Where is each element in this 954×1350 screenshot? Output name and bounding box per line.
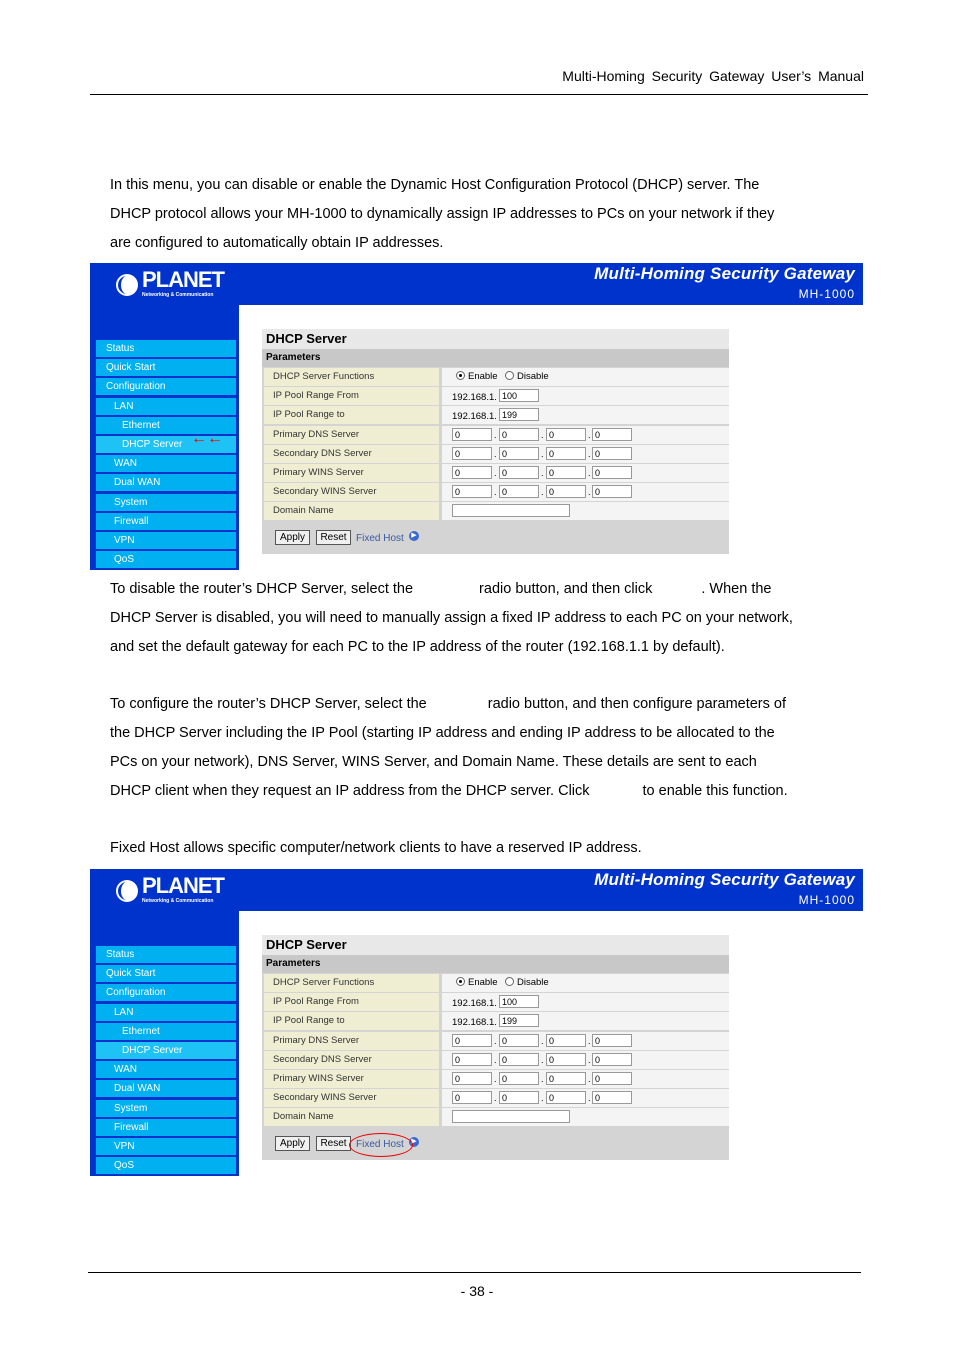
nav-item[interactable]: Status	[96, 340, 236, 357]
param-value	[442, 1032, 729, 1050]
fixed-host-paragraph	[110, 834, 870, 863]
product-model: MH-1000	[798, 893, 855, 907]
param-value	[442, 1012, 729, 1030]
enable-label: Enable	[468, 977, 498, 988]
brand-name: PLANET	[142, 873, 224, 898]
octet-dot: .	[541, 1093, 544, 1104]
param-value	[442, 1108, 729, 1126]
disable-radio[interactable]	[505, 977, 514, 986]
planet-logo-icon	[114, 878, 140, 904]
octet-input[interactable]: 0	[499, 428, 539, 441]
octet-dot: .	[541, 448, 544, 459]
product-title: Multi-Homing Security Gateway	[594, 264, 855, 283]
octet-dot: .	[494, 1074, 497, 1084]
text: the DHCP Server including the IP Pool (starting IP address and ending IP address to be allocated to the	[110, 725, 775, 741]
param-value	[442, 974, 729, 992]
product-banner	[90, 869, 863, 911]
param-row	[262, 368, 729, 387]
param-label: IP Pool Range to	[264, 1012, 439, 1030]
param-label: Primary WINS Server	[264, 1070, 439, 1088]
octet-input[interactable]: 0	[452, 1053, 492, 1066]
pool-input[interactable]: 100	[499, 995, 539, 1008]
param-label: IP Pool Range From	[264, 993, 439, 1011]
param-row	[262, 1070, 729, 1089]
param-value	[442, 406, 729, 424]
nav-item[interactable]: Dual WAN	[96, 474, 236, 491]
brand-subtitle: Networking & Communication	[142, 898, 214, 904]
param-value	[442, 1051, 729, 1069]
text: To disable the router’s DHCP Server, select the	[110, 581, 414, 597]
octet-dot: .	[494, 429, 497, 440]
footer-divider	[88, 1272, 861, 1273]
disable-paragraph	[110, 575, 870, 662]
panel-subtitle: Parameters	[262, 349, 729, 367]
domain-name-input[interactable]	[452, 504, 570, 517]
button-row	[262, 1130, 729, 1160]
nav-item[interactable]: Dual WAN	[96, 1080, 236, 1097]
nav-item[interactable]: QoS	[96, 1157, 236, 1174]
octet-input[interactable]: 0	[546, 466, 586, 479]
param-value	[442, 502, 729, 520]
pool-input[interactable]: 199	[499, 1014, 539, 1027]
apply-button[interactable]: Apply	[275, 1136, 310, 1151]
octet-dot: .	[541, 487, 544, 498]
octet-input[interactable]: 0	[499, 1053, 539, 1066]
param-label: Secondary DNS Server	[264, 1051, 439, 1069]
arrow-right-icon[interactable]: ▶	[409, 1137, 419, 1147]
param-row	[262, 974, 729, 993]
octet-input[interactable]: 0	[452, 485, 492, 498]
octet-input[interactable]: 0	[499, 1091, 539, 1104]
octet-input[interactable]: 0	[546, 1091, 586, 1104]
brand-name: PLANET	[142, 267, 224, 292]
panel-title: DHCP Server	[262, 329, 729, 349]
param-value	[442, 387, 729, 405]
text: to enable this function.	[642, 783, 788, 799]
intro-line: DHCP protocol allows your MH-1000 to dynamically assign IP addresses to PCs on your network if they	[110, 206, 775, 222]
pool-input[interactable]: 100	[499, 389, 539, 402]
param-value	[442, 426, 729, 444]
octet-dot: .	[541, 1054, 544, 1065]
nav-item[interactable]: System	[96, 1100, 236, 1117]
nav-item[interactable]: Firewall	[96, 513, 236, 530]
text: DHCP Server is disabled, you will need to manually assign a fixed IP address to each PC on your network,	[110, 610, 793, 626]
nav-item[interactable]: Ethernet	[96, 417, 236, 434]
ip-prefix: 192.168.1.	[452, 392, 497, 404]
param-label: Secondary DNS Server	[264, 445, 439, 463]
param-value	[442, 464, 729, 482]
fixed-host-link[interactable]: Fixed Host	[356, 1139, 404, 1150]
octet-dot: .	[541, 1035, 544, 1046]
param-label: Primary DNS Server	[264, 426, 439, 444]
param-row	[262, 406, 729, 425]
manual-title: Multi-Homing Security Gateway User’s Manual	[562, 68, 864, 84]
octet-input[interactable]: 0	[546, 447, 586, 460]
param-label: DHCP Server Functions	[264, 368, 439, 386]
octet-input[interactable]: 0	[499, 1072, 539, 1085]
octet-input[interactable]: 0	[592, 1072, 632, 1085]
param-value	[442, 1070, 729, 1088]
octet-dot: .	[541, 429, 544, 440]
text: To configure the router’s DHCP Server, select the	[110, 696, 427, 712]
octet-dot: .	[541, 468, 544, 478]
product-title: Multi-Homing Security Gateway	[594, 870, 855, 889]
dhcp-panel	[262, 329, 729, 554]
text: . When the	[701, 581, 772, 597]
octet-input[interactable]: 0	[452, 447, 492, 460]
param-row	[262, 993, 729, 1012]
param-row	[262, 1108, 729, 1127]
param-label: IP Pool Range to	[264, 406, 439, 424]
ip-prefix: 192.168.1.	[452, 1017, 497, 1029]
text: radio button, and then configure parameters of	[487, 696, 786, 712]
param-row	[262, 1032, 729, 1051]
enable-label: Enable	[468, 371, 498, 382]
nav-sidebar	[90, 911, 239, 1176]
nav-item[interactable]: WAN	[96, 455, 236, 472]
octet-input[interactable]: 0	[546, 485, 586, 498]
octet-input[interactable]: 0	[452, 1034, 492, 1047]
nav-item[interactable]: Configuration	[96, 984, 236, 1001]
button-row	[262, 524, 729, 554]
octet-dot: .	[541, 1074, 544, 1084]
octet-dot: .	[588, 448, 591, 459]
reset-button[interactable]: Reset	[316, 530, 351, 545]
dhcp-panel	[262, 935, 729, 1160]
nav-item[interactable]: Configuration	[96, 378, 236, 395]
param-value	[442, 368, 729, 386]
param-label: Secondary WINS Server	[264, 1089, 439, 1107]
planet-logo-icon	[114, 272, 140, 298]
text: and set the default gateway for each PC to the IP address of the router (192.168.1.1 by default).	[110, 639, 725, 655]
nav-item[interactable]: Status	[96, 946, 236, 963]
octet-input[interactable]: 0	[499, 485, 539, 498]
param-row	[262, 426, 729, 445]
octet-input[interactable]: 0	[499, 466, 539, 479]
octet-input[interactable]: 0	[452, 428, 492, 441]
nav-item[interactable]: VPN	[96, 1138, 236, 1155]
nav-item[interactable]: System	[96, 494, 236, 511]
planet-logo	[114, 267, 244, 300]
param-row	[262, 483, 729, 502]
panel-subtitle: Parameters	[262, 955, 729, 973]
param-row	[262, 387, 729, 406]
param-value	[442, 445, 729, 463]
octet-dot: .	[494, 487, 497, 498]
octet-dot: .	[494, 1035, 497, 1046]
octet-dot: .	[494, 448, 497, 459]
octet-dot: .	[588, 468, 591, 478]
octet-dot: .	[588, 1054, 591, 1065]
param-value	[442, 993, 729, 1011]
product-model: MH-1000	[798, 287, 855, 301]
param-label: Secondary WINS Server	[264, 483, 439, 501]
pointer-arrows: ←←	[191, 430, 223, 447]
param-row	[262, 464, 729, 483]
param-row	[262, 502, 729, 521]
nav-item[interactable]: VPN	[96, 532, 236, 549]
octet-input[interactable]: 0	[499, 447, 539, 460]
text: radio button, and then click	[479, 581, 653, 597]
nav-item[interactable]: DHCP Server	[96, 1042, 236, 1059]
octet-input[interactable]: 0	[592, 1091, 632, 1104]
domain-name-input[interactable]	[452, 1110, 570, 1123]
param-value	[442, 483, 729, 501]
apply-button[interactable]: Apply	[275, 530, 310, 545]
param-label: DHCP Server Functions	[264, 974, 439, 992]
arrow-right-icon[interactable]: ▶	[409, 531, 419, 541]
octet-dot: .	[494, 1093, 497, 1104]
param-label: Primary DNS Server	[264, 1032, 439, 1050]
text: DHCP client when they request an IP address from the DHCP server. Click	[110, 783, 590, 799]
param-label: IP Pool Range From	[264, 387, 439, 405]
octet-input[interactable]: 0	[592, 485, 632, 498]
text: Fixed Host allows specific computer/network clients to have a reserved IP address.	[110, 840, 642, 856]
page-number: - 38 -	[460, 1283, 494, 1299]
nav-item[interactable]: Ethernet	[96, 1023, 236, 1040]
octet-input[interactable]: 0	[499, 1034, 539, 1047]
nav-item[interactable]: LAN	[96, 1004, 236, 1021]
enable-radio[interactable]	[456, 371, 465, 380]
octet-input[interactable]: 0	[592, 428, 632, 441]
nav-item[interactable]: Quick Start	[96, 359, 236, 376]
octet-dot: .	[588, 1093, 591, 1104]
nav-item[interactable]: DHCP Server	[96, 436, 236, 453]
planet-logo	[114, 873, 244, 906]
panel-title: DHCP Server	[262, 935, 729, 955]
octet-input[interactable]: 0	[452, 1072, 492, 1085]
product-banner	[90, 263, 863, 305]
octet-dot: .	[588, 429, 591, 440]
octet-input[interactable]: 0	[546, 1034, 586, 1047]
octet-input[interactable]: 0	[546, 1053, 586, 1066]
enable-radio[interactable]	[456, 977, 465, 986]
text: PCs on your network), DNS Server, WINS Server, and Domain Name. These details are sent to each	[110, 754, 757, 770]
ip-prefix: 192.168.1.	[452, 411, 497, 423]
intro-line: In this menu, you can disable or enable the Dynamic Host Configuration Protocol (DHCP) server. The	[110, 177, 760, 193]
octet-dot: .	[494, 1054, 497, 1065]
param-row	[262, 1051, 729, 1070]
screenshot-dhcp-server-2	[90, 869, 863, 1176]
octet-input[interactable]: 0	[452, 466, 492, 479]
disable-radio[interactable]	[505, 371, 514, 380]
param-value	[442, 1089, 729, 1107]
octet-input[interactable]: 0	[546, 1072, 586, 1085]
octet-dot: .	[588, 1035, 591, 1046]
octet-input[interactable]: 0	[546, 428, 586, 441]
param-row	[262, 1012, 729, 1031]
page-header	[90, 66, 868, 95]
disable-label: Disable	[517, 371, 549, 382]
nav-item[interactable]: QoS	[96, 551, 236, 568]
nav-item[interactable]: WAN	[96, 1061, 236, 1078]
disable-label: Disable	[517, 977, 549, 988]
intro-paragraph	[110, 171, 870, 258]
reset-button[interactable]: Reset	[316, 1136, 351, 1151]
octet-input[interactable]: 0	[592, 1053, 632, 1066]
octet-input[interactable]: 0	[452, 1091, 492, 1104]
octet-dot: .	[494, 468, 497, 478]
octet-input[interactable]: 0	[592, 466, 632, 479]
brand-subtitle: Networking & Communication	[142, 292, 214, 298]
octet-input[interactable]: 0	[592, 447, 632, 460]
octet-dot: .	[588, 1074, 591, 1084]
octet-dot: .	[588, 487, 591, 498]
param-label: Domain Name	[264, 1108, 439, 1126]
octet-input[interactable]: 0	[592, 1034, 632, 1047]
pool-input[interactable]: 199	[499, 408, 539, 421]
nav-item[interactable]: Quick Start	[96, 965, 236, 982]
highlight-circle	[349, 1133, 413, 1157]
param-row	[262, 1089, 729, 1108]
param-label: Primary WINS Server	[264, 464, 439, 482]
nav-item[interactable]: Firewall	[96, 1119, 236, 1136]
fixed-host-link[interactable]: Fixed Host	[356, 533, 404, 544]
param-label: Domain Name	[264, 502, 439, 520]
nav-item[interactable]: LAN	[96, 398, 236, 415]
screenshot-dhcp-server-1	[90, 263, 863, 570]
param-row	[262, 445, 729, 464]
enable-paragraph	[110, 690, 870, 806]
ip-prefix: 192.168.1.	[452, 998, 497, 1010]
intro-line: are configured to automatically obtain IP addresses.	[110, 235, 444, 251]
